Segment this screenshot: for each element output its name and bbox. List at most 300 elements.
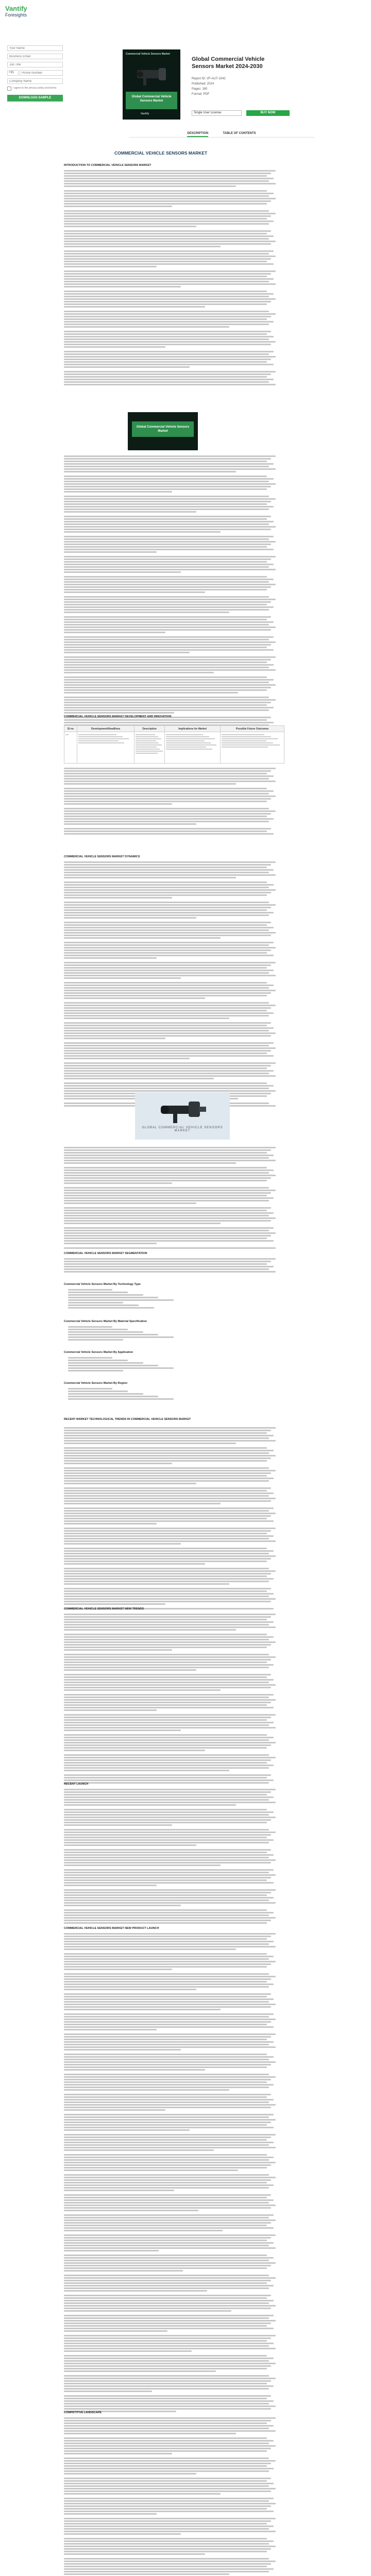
text-line bbox=[64, 293, 274, 295]
text-line bbox=[64, 2205, 276, 2206]
license-select[interactable]: Single User License bbox=[192, 110, 242, 116]
text-line bbox=[64, 1933, 276, 1935]
text-line bbox=[64, 639, 269, 640]
text-line bbox=[64, 2478, 271, 2479]
section-heading-new-trends: COMMERCIAL VEHICLE SENSORS MARKET NEW TRENDS bbox=[64, 1607, 144, 1611]
text-line bbox=[64, 1032, 276, 1034]
recent-launch-paragraphs bbox=[64, 1789, 284, 1925]
text-line bbox=[64, 2400, 274, 2402]
text-line bbox=[64, 1038, 165, 1039]
sensor-icon bbox=[159, 1095, 208, 1125]
text-line bbox=[64, 481, 269, 482]
text-line bbox=[64, 356, 276, 358]
text-line bbox=[64, 1515, 271, 1517]
table-header-cell: Possible Future Outcomes bbox=[221, 726, 284, 732]
text-line bbox=[64, 616, 271, 618]
text-line bbox=[64, 1030, 269, 1031]
text-line bbox=[64, 641, 276, 643]
text-line bbox=[64, 2528, 269, 2530]
text-line bbox=[64, 1430, 271, 1431]
text-line bbox=[64, 1882, 274, 1884]
text-line bbox=[64, 1235, 271, 1236]
text-line bbox=[64, 2368, 267, 2369]
text-line bbox=[78, 742, 124, 743]
text-line bbox=[64, 1704, 267, 1706]
text-line bbox=[64, 1754, 269, 1756]
text-line bbox=[64, 1682, 269, 1683]
text-line bbox=[64, 2433, 236, 2434]
text-line bbox=[64, 1702, 271, 1703]
text-line bbox=[64, 2443, 269, 2444]
text-line bbox=[64, 2520, 271, 2522]
text-line bbox=[64, 606, 274, 608]
text-line bbox=[64, 529, 271, 530]
text-line bbox=[64, 1739, 269, 1741]
text-line bbox=[64, 950, 271, 951]
text-line bbox=[64, 366, 190, 368]
text-line bbox=[64, 783, 236, 785]
text-line bbox=[64, 2485, 269, 2487]
consent-checkbox[interactable] bbox=[7, 87, 11, 91]
text-line bbox=[64, 1981, 267, 1982]
sample-request-form bbox=[7, 45, 63, 101]
text-line bbox=[64, 970, 274, 971]
text-line bbox=[64, 874, 276, 876]
report-tabs bbox=[129, 130, 314, 138]
text-line bbox=[68, 1357, 112, 1359]
text-line bbox=[64, 1085, 274, 1087]
text-line bbox=[64, 672, 214, 673]
buy-now-button[interactable]: BUY NOW bbox=[246, 110, 290, 116]
text-line bbox=[64, 2179, 271, 2181]
tab-table-of-contents[interactable]: TABLE OF CONTENTS bbox=[223, 132, 256, 135]
text-line bbox=[64, 2059, 269, 2060]
text-line bbox=[68, 1339, 123, 1341]
text-line bbox=[78, 734, 116, 735]
text-line bbox=[64, 230, 271, 232]
text-line bbox=[64, 2255, 267, 2256]
text-line bbox=[64, 2114, 274, 2115]
text-line bbox=[64, 2219, 276, 2221]
text-line bbox=[64, 173, 271, 174]
text-line bbox=[64, 1699, 276, 1701]
text-line bbox=[64, 664, 274, 666]
text-line bbox=[64, 273, 271, 275]
text-line bbox=[64, 907, 271, 908]
text-line bbox=[64, 1759, 271, 1761]
text-line bbox=[64, 1897, 274, 1899]
text-line bbox=[64, 226, 196, 227]
text-line bbox=[64, 1676, 267, 1678]
text-line bbox=[64, 2345, 269, 2347]
text-line bbox=[64, 1487, 271, 1489]
text-line bbox=[64, 175, 267, 177]
text-line bbox=[64, 1750, 205, 1751]
text-line bbox=[64, 2250, 159, 2251]
text-line bbox=[64, 298, 276, 300]
text-line bbox=[64, 461, 267, 462]
text-line bbox=[64, 2330, 167, 2332]
text-line bbox=[64, 1223, 221, 1224]
text-line bbox=[166, 736, 209, 737]
text-line bbox=[68, 1391, 128, 1392]
text-line bbox=[64, 2087, 269, 2088]
text-line bbox=[64, 326, 229, 328]
text-line bbox=[64, 2247, 276, 2249]
text-line bbox=[64, 1629, 236, 1631]
text-line bbox=[64, 2076, 276, 2078]
text-line bbox=[64, 571, 181, 573]
text-line bbox=[64, 1765, 274, 1766]
text-line bbox=[64, 1811, 274, 1813]
text-line bbox=[64, 2493, 221, 2495]
text-line bbox=[64, 2460, 276, 2462]
job-title-field[interactable] bbox=[7, 62, 63, 67]
text-line bbox=[64, 178, 274, 179]
text-line bbox=[64, 1172, 269, 1174]
text-line bbox=[68, 1334, 158, 1335]
text-line bbox=[64, 1503, 221, 1504]
text-line bbox=[64, 1854, 274, 1856]
text-line bbox=[64, 235, 274, 237]
text-line bbox=[64, 2182, 267, 2183]
segment-application-heading: Commercial Vehicle Sensors Market By Application bbox=[64, 1351, 133, 1354]
text-line bbox=[64, 801, 267, 802]
text-line bbox=[64, 1747, 267, 1749]
text-line bbox=[64, 773, 267, 774]
text-line bbox=[64, 1162, 236, 1164]
text-line bbox=[222, 744, 280, 745]
text-line bbox=[64, 892, 271, 893]
text-line bbox=[64, 1917, 276, 1919]
text-line bbox=[68, 1370, 123, 1371]
cover-title: Commercial Vehicle Sensors Market bbox=[126, 53, 170, 56]
text-line bbox=[64, 1834, 271, 1836]
text-line bbox=[166, 749, 212, 750]
text-line bbox=[64, 1568, 269, 1569]
text-line bbox=[64, 972, 269, 974]
text-line bbox=[64, 2422, 267, 2424]
text-line bbox=[64, 2561, 276, 2562]
text-line bbox=[78, 738, 129, 739]
text-line bbox=[64, 1839, 274, 1841]
text-line bbox=[64, 1518, 267, 1519]
segment-region-heading: Commercial Vehicle Sensors Market By Region bbox=[64, 1382, 128, 1385]
text-line bbox=[64, 1973, 269, 1975]
text-line bbox=[64, 1603, 165, 1605]
tab-description[interactable]: DESCRIPTION bbox=[187, 130, 208, 137]
text-line bbox=[64, 2174, 269, 2176]
text-line bbox=[64, 2558, 269, 2560]
text-line bbox=[64, 1561, 267, 1562]
text-line bbox=[64, 2064, 271, 2065]
text-line bbox=[64, 1900, 269, 1901]
text-line bbox=[64, 2190, 174, 2191]
text-line bbox=[64, 509, 269, 510]
text-line bbox=[64, 2275, 269, 2276]
text-line bbox=[64, 624, 269, 625]
text-line bbox=[64, 689, 267, 691]
text-line bbox=[64, 1523, 157, 1524]
text-line bbox=[64, 1669, 196, 1671]
table-cell bbox=[221, 732, 284, 764]
text-line bbox=[64, 1271, 276, 1273]
text-line bbox=[64, 338, 269, 340]
text-line bbox=[64, 2267, 267, 2269]
text-line bbox=[64, 2127, 274, 2128]
text-line bbox=[64, 869, 274, 871]
download-sample-button[interactable]: DOWNLOAD SAMPLE bbox=[7, 95, 63, 101]
text-line bbox=[64, 1555, 276, 1557]
text-line bbox=[64, 2548, 271, 2550]
name-field[interactable] bbox=[7, 45, 63, 51]
text-line bbox=[64, 2056, 274, 2058]
text-line bbox=[64, 2124, 267, 2126]
text-line bbox=[64, 241, 276, 242]
text-line bbox=[64, 206, 172, 207]
text-line bbox=[64, 2417, 276, 2419]
text-line bbox=[64, 1553, 269, 1554]
text-line bbox=[68, 1294, 143, 1296]
text-line bbox=[64, 2225, 267, 2226]
segment-material-heading: Commercial Vehicle Sensors Market By Material Specification bbox=[64, 1320, 147, 1323]
text-line bbox=[64, 1230, 269, 1231]
table-row bbox=[64, 732, 284, 764]
text-line bbox=[64, 957, 157, 959]
text-line bbox=[64, 384, 276, 385]
text-line bbox=[64, 1998, 274, 2000]
text-line bbox=[64, 2107, 271, 2108]
text-line bbox=[64, 1874, 276, 1876]
text-line bbox=[64, 1744, 271, 1746]
text-line bbox=[64, 1455, 276, 1456]
article-cover-band: Global Commercial Vehicle Sensors Market bbox=[132, 421, 194, 437]
text-line bbox=[64, 250, 274, 252]
text-line bbox=[64, 455, 276, 457]
text-line bbox=[64, 667, 269, 668]
text-line bbox=[64, 1794, 267, 1795]
text-line bbox=[64, 1500, 271, 1502]
text-line bbox=[64, 1460, 267, 1462]
text-line bbox=[64, 722, 274, 723]
text-line bbox=[64, 1922, 267, 1924]
phone-row bbox=[7, 70, 63, 76]
phone-field[interactable] bbox=[20, 70, 63, 76]
text-line bbox=[64, 2217, 269, 2218]
email-field[interactable] bbox=[7, 54, 63, 59]
text-line bbox=[64, 483, 276, 485]
text-line bbox=[64, 2513, 157, 2515]
text-line bbox=[166, 738, 215, 739]
text-line bbox=[64, 1894, 267, 1896]
text-line bbox=[64, 1187, 269, 1189]
text-line bbox=[64, 2129, 190, 2131]
text-line bbox=[64, 990, 276, 991]
text-line bbox=[64, 1149, 271, 1151]
text-line bbox=[64, 1070, 274, 1072]
text-line bbox=[64, 1078, 214, 1079]
text-line bbox=[64, 818, 274, 820]
text-line bbox=[64, 962, 276, 963]
text-line bbox=[64, 1010, 267, 1011]
text-line bbox=[64, 816, 267, 817]
text-line bbox=[64, 1443, 236, 1444]
table-header-row bbox=[64, 726, 284, 732]
text-line bbox=[64, 536, 274, 537]
text-line bbox=[64, 2036, 271, 2038]
text-line bbox=[64, 1065, 271, 1066]
text-line bbox=[64, 586, 271, 588]
text-line bbox=[64, 917, 196, 919]
text-line bbox=[64, 2505, 271, 2507]
development-notes bbox=[64, 768, 284, 836]
text-line bbox=[64, 1905, 181, 1906]
text-line bbox=[64, 1762, 267, 1764]
text-line bbox=[64, 1588, 271, 1589]
text-line bbox=[64, 1774, 271, 1776]
text-line bbox=[64, 788, 267, 789]
text-line bbox=[64, 195, 269, 197]
text-line bbox=[64, 2066, 267, 2068]
text-line bbox=[64, 1563, 205, 1565]
text-line bbox=[64, 1829, 269, 1831]
text-line bbox=[64, 2046, 276, 2048]
text-line bbox=[64, 353, 269, 355]
text-line bbox=[68, 1292, 128, 1293]
text-line bbox=[64, 2029, 157, 2030]
text-line bbox=[68, 1365, 158, 1366]
segment-region-list bbox=[64, 1388, 284, 1401]
text-line bbox=[64, 2523, 267, 2524]
text-line bbox=[64, 246, 221, 247]
text-line bbox=[64, 1799, 269, 1801]
cover-band: Global Commercial Vehicle Sensors Market bbox=[126, 92, 177, 109]
text-line bbox=[64, 1869, 274, 1871]
text-line bbox=[68, 1336, 174, 1338]
text-line bbox=[64, 2202, 269, 2204]
competitive-paragraphs bbox=[64, 2417, 284, 2576]
text-line bbox=[64, 644, 271, 646]
text-line bbox=[64, 1852, 267, 1853]
text-line bbox=[64, 1493, 274, 1494]
text-line bbox=[64, 1601, 271, 1602]
text-line bbox=[64, 601, 271, 603]
text-line bbox=[64, 180, 269, 182]
text-line bbox=[64, 471, 236, 472]
text-line bbox=[64, 1467, 269, 1469]
text-line bbox=[64, 1513, 276, 1514]
text-line bbox=[64, 902, 269, 903]
text-line bbox=[64, 1789, 276, 1790]
text-line bbox=[64, 982, 267, 984]
text-line bbox=[64, 1667, 269, 1668]
text-line bbox=[64, 2285, 274, 2286]
text-line bbox=[64, 1175, 276, 1176]
text-line bbox=[64, 2420, 271, 2421]
text-line bbox=[64, 1727, 276, 1728]
text-line bbox=[64, 486, 271, 487]
text-line bbox=[64, 2199, 274, 2201]
text-line bbox=[64, 2328, 274, 2329]
text-line bbox=[64, 2144, 269, 2146]
text-line bbox=[64, 2518, 276, 2519]
text-line bbox=[64, 1042, 274, 1044]
company-field[interactable] bbox=[7, 78, 63, 84]
text-line bbox=[64, 621, 274, 623]
text-line bbox=[64, 1679, 274, 1681]
text-line bbox=[64, 1879, 267, 1881]
text-line bbox=[64, 2383, 267, 2384]
text-line bbox=[64, 374, 271, 375]
text-line bbox=[64, 501, 271, 502]
table-cell bbox=[134, 732, 165, 764]
section-heading-development: COMMERCIAL VEHICLE SENSORS MARKET DEVELOPMENT AND INNOVATION bbox=[64, 715, 172, 718]
text-line bbox=[64, 1892, 271, 1893]
text-line bbox=[136, 742, 159, 743]
text-line bbox=[64, 619, 267, 620]
text-line bbox=[64, 2054, 267, 2055]
text-line bbox=[64, 1593, 274, 1595]
text-line bbox=[64, 344, 271, 345]
text-line bbox=[64, 2257, 274, 2259]
text-line bbox=[64, 1210, 267, 1211]
text-line bbox=[68, 1362, 143, 1364]
text-line bbox=[64, 1662, 267, 1663]
sensor-product-image bbox=[135, 1092, 230, 1140]
text-line bbox=[64, 929, 269, 931]
text-line bbox=[64, 2398, 267, 2399]
text-line bbox=[64, 1458, 271, 1459]
text-line bbox=[64, 2465, 267, 2467]
text-line bbox=[64, 2282, 267, 2284]
text-line bbox=[64, 1966, 267, 1968]
text-line bbox=[64, 813, 271, 815]
text-line bbox=[64, 1877, 271, 1878]
text-line bbox=[64, 2375, 269, 2377]
site-logo[interactable] bbox=[5, 5, 52, 23]
text-line bbox=[64, 1437, 269, 1439]
text-line bbox=[64, 2167, 267, 2168]
text-line bbox=[64, 1220, 271, 1222]
sensor-icon bbox=[133, 59, 170, 90]
text-line bbox=[64, 2317, 269, 2319]
text-line bbox=[64, 2210, 198, 2211]
section-heading-segmentation: COMMERCIAL VEHICLE SENSORS MARKET SEGMENTATION bbox=[64, 1252, 147, 1255]
country-code-select[interactable]: +91 bbox=[7, 70, 19, 76]
text-line bbox=[64, 301, 271, 302]
text-line bbox=[64, 2164, 271, 2166]
text-line bbox=[64, 2308, 271, 2309]
text-line bbox=[64, 975, 276, 976]
text-line bbox=[64, 687, 271, 688]
text-line bbox=[64, 1953, 267, 1955]
text-line bbox=[64, 311, 269, 312]
text-line bbox=[64, 2320, 276, 2321]
text-line bbox=[64, 218, 267, 219]
text-line bbox=[64, 1062, 276, 1064]
text-line bbox=[64, 1654, 269, 1655]
segment-technology-list bbox=[64, 1289, 284, 1310]
text-line bbox=[64, 1946, 276, 1947]
text-line bbox=[64, 656, 276, 658]
text-line bbox=[64, 775, 274, 777]
text-line bbox=[64, 967, 267, 969]
text-line bbox=[64, 1770, 229, 1771]
text-line bbox=[64, 1993, 271, 1995]
text-line bbox=[136, 744, 162, 745]
text-line bbox=[64, 1452, 269, 1454]
text-line bbox=[64, 2448, 271, 2449]
